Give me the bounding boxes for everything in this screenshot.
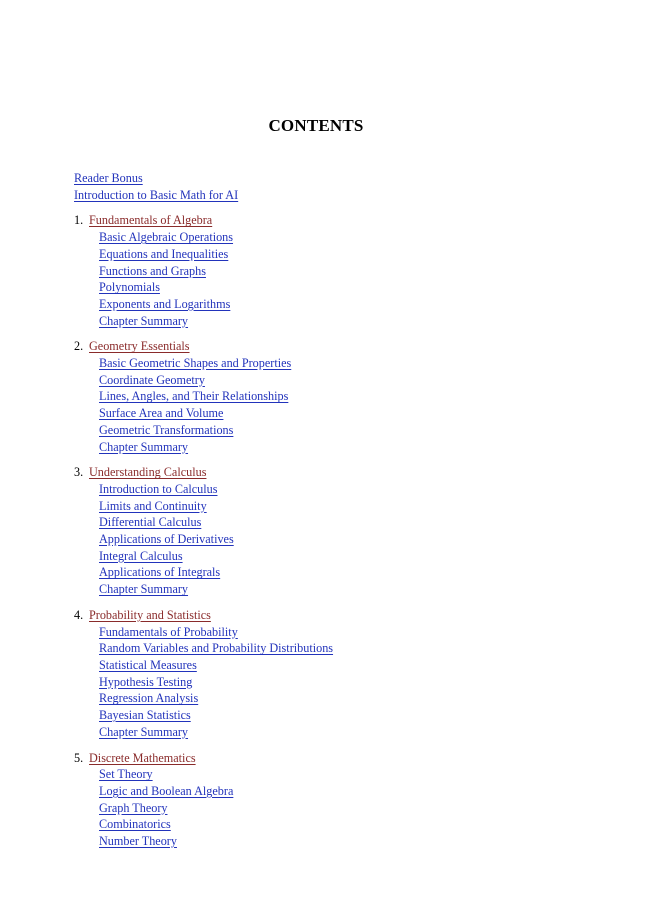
section-link[interactable]: Chapter Summary xyxy=(99,313,189,328)
section-link[interactable]: Random Variables and Probability Distributions xyxy=(99,641,334,656)
chapter-title-link[interactable]: Fundamentals of Algebra xyxy=(89,213,213,228)
front-matter xyxy=(74,170,634,203)
section-link[interactable]: Differential Calculus xyxy=(99,515,202,530)
section-item xyxy=(99,548,634,565)
section-link[interactable]: Lines, Angles, and Their Relationships xyxy=(99,389,289,404)
front-matter-item xyxy=(74,170,634,187)
section-list xyxy=(74,766,634,850)
section-item xyxy=(99,388,634,405)
section-item xyxy=(99,816,634,833)
chapter-heading xyxy=(74,607,634,624)
section-link[interactable]: Coordinate Geometry xyxy=(99,372,205,387)
chapter-title-link[interactable]: Understanding Calculus xyxy=(89,465,207,480)
section-link[interactable]: Statistical Measures xyxy=(99,657,197,672)
chapter-heading xyxy=(74,464,634,481)
chapter-heading xyxy=(74,338,634,355)
chapter-title-link[interactable]: Discrete Mathematics xyxy=(89,750,196,765)
section-item xyxy=(99,422,634,439)
chapter-number: 3. xyxy=(74,465,84,480)
section-item xyxy=(99,372,634,389)
chapter-block xyxy=(74,212,634,329)
section-list xyxy=(74,355,634,455)
section-link[interactable]: Logic and Boolean Algebra xyxy=(99,783,234,798)
section-item xyxy=(99,296,634,313)
toc-link-introduction[interactable]: Introduction to Basic Math for AI xyxy=(74,187,239,202)
page-title: CONTENTS xyxy=(268,116,364,135)
section-item xyxy=(99,800,634,817)
section-link[interactable]: Combinatorics xyxy=(99,817,171,832)
section-item xyxy=(99,581,634,598)
chapter-title-link[interactable]: Geometry Essentials xyxy=(89,339,190,354)
chapter-number: 2. xyxy=(74,339,84,354)
section-item xyxy=(99,690,634,707)
section-item xyxy=(99,229,634,246)
section-item xyxy=(99,833,634,850)
section-item xyxy=(99,263,634,280)
chapter-number: 1. xyxy=(74,213,84,228)
section-link[interactable]: Functions and Graphs xyxy=(99,263,206,278)
section-link[interactable]: Surface Area and Volume xyxy=(99,406,224,421)
section-item xyxy=(99,481,634,498)
section-link[interactable]: Chapter Summary xyxy=(99,582,189,597)
section-item xyxy=(99,674,634,691)
chapter-list xyxy=(74,212,634,849)
section-item xyxy=(99,766,634,783)
section-link[interactable]: Basic Geometric Shapes and Properties xyxy=(99,356,292,371)
section-item xyxy=(99,405,634,422)
section-link[interactable]: Limits and Continuity xyxy=(99,498,207,513)
section-link[interactable]: Number Theory xyxy=(99,834,177,849)
section-item xyxy=(99,531,634,548)
section-item xyxy=(99,657,634,674)
section-item xyxy=(99,624,634,641)
toc-link-reader-bonus[interactable]: Reader Bonus xyxy=(74,171,143,185)
section-link[interactable]: Chapter Summary xyxy=(99,724,189,739)
chapter-block xyxy=(74,464,634,598)
section-item xyxy=(99,246,634,263)
section-item xyxy=(99,355,634,372)
section-link[interactable]: Bayesian Statistics xyxy=(99,708,191,723)
chapter-block xyxy=(74,607,634,741)
section-list xyxy=(74,229,634,329)
section-item xyxy=(99,514,634,531)
section-item xyxy=(99,313,634,330)
section-link[interactable]: Fundamentals of Probability xyxy=(99,624,238,639)
chapter-heading xyxy=(74,750,634,767)
chapter-number: 4. xyxy=(74,607,84,622)
section-link[interactable]: Equations and Inequalities xyxy=(99,246,229,261)
section-link[interactable]: Basic Algebraic Operations xyxy=(99,230,234,245)
section-link[interactable]: Hypothesis Testing xyxy=(99,674,193,689)
chapter-title-link[interactable]: Probability and Statistics xyxy=(89,607,211,622)
section-link[interactable]: Exponents and Logarithms xyxy=(99,296,231,311)
chapter-block xyxy=(74,338,634,455)
section-link[interactable]: Regression Analysis xyxy=(99,691,199,706)
section-link[interactable]: Applications of Integrals xyxy=(99,565,221,580)
section-list xyxy=(74,624,634,741)
section-item xyxy=(99,724,634,741)
section-link[interactable]: Introduction to Calculus xyxy=(99,481,218,496)
section-item xyxy=(99,498,634,515)
chapter-number: 5. xyxy=(74,750,84,765)
section-link[interactable]: Set Theory xyxy=(99,767,153,782)
section-link[interactable]: Geometric Transformations xyxy=(99,422,234,437)
section-link[interactable]: Applications of Derivatives xyxy=(99,532,234,547)
section-item xyxy=(99,279,634,296)
section-item xyxy=(99,640,634,657)
front-matter-item xyxy=(74,187,634,204)
table-of-contents xyxy=(74,170,634,850)
section-list xyxy=(74,481,634,598)
chapter-block xyxy=(74,750,634,850)
section-link[interactable]: Graph Theory xyxy=(99,800,168,815)
chapter-heading xyxy=(74,212,634,229)
section-link[interactable]: Chapter Summary xyxy=(99,439,189,454)
section-item xyxy=(99,564,634,581)
section-item xyxy=(99,783,634,800)
section-item xyxy=(99,707,634,724)
section-link[interactable]: Integral Calculus xyxy=(99,548,183,563)
section-item xyxy=(99,439,634,456)
section-link[interactable]: Polynomials xyxy=(99,280,160,295)
